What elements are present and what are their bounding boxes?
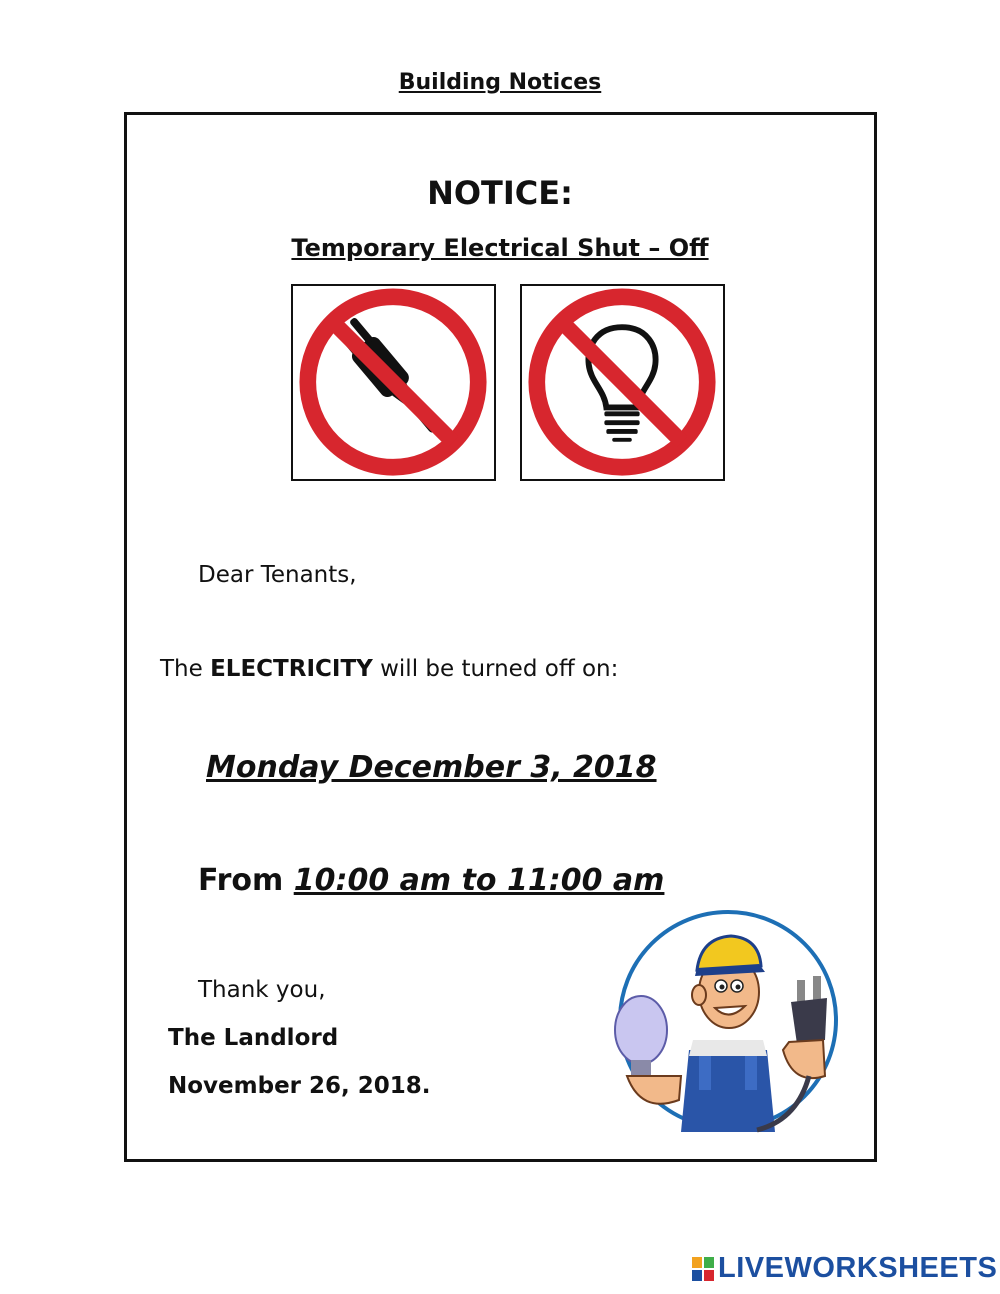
brand-name: LIVEWORKSHEETS: [718, 1252, 998, 1284]
no-plug-icon: [293, 286, 494, 479]
signed-date: November 26, 2018.: [168, 1073, 431, 1099]
liveworksheets-mark-icon: [692, 1257, 714, 1281]
notice-title: NOTICE:: [427, 174, 573, 212]
body-suffix: will be turned off on:: [372, 656, 619, 682]
no-plug-sign: [291, 284, 496, 481]
page-heading: Building Notices: [398, 70, 602, 95]
time-prefix: From: [198, 863, 284, 898]
signature: The Landlord: [168, 1025, 339, 1051]
time-range: 10:00 am to 11:00 am: [293, 863, 665, 898]
no-light-bulb-sign: [520, 284, 725, 481]
no-light-bulb-icon: [522, 286, 723, 479]
greeting: Dear Tenants,: [198, 562, 357, 588]
body-sentence: [160, 656, 618, 682]
body-emphasis: ELECTRICITY: [210, 656, 373, 682]
liveworksheets-logo: [692, 1252, 997, 1285]
electrician-icon: [597, 900, 859, 1140]
shutoff-time: [198, 863, 664, 898]
shutoff-date: Monday December 3, 2018: [206, 750, 657, 785]
notice-subtitle: Temporary Electrical Shut – Off: [291, 234, 709, 262]
closing: Thank you,: [198, 977, 326, 1003]
body-prefix: The: [160, 656, 203, 682]
